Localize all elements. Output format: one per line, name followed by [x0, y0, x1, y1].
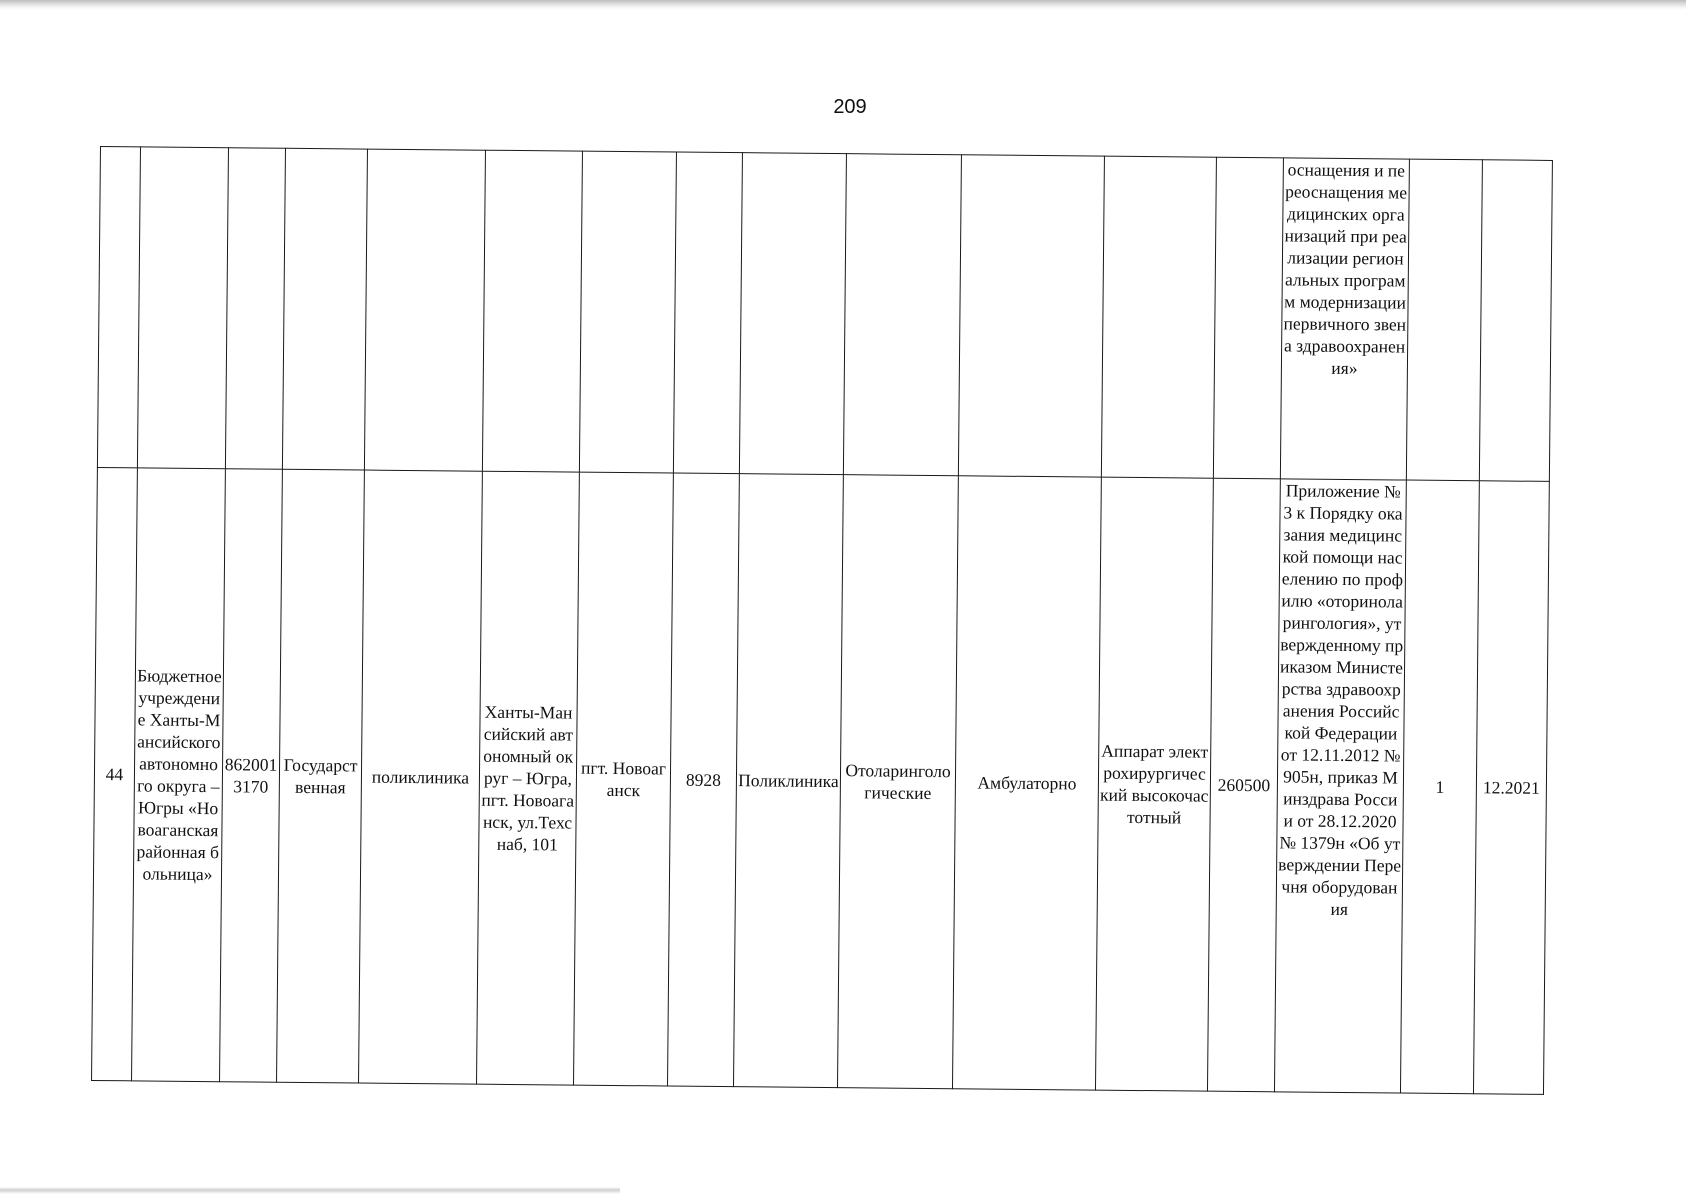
cell-legal-basis: оснащения и переоснащения медицинских организаций при реализации региональных программ модернизации первичного звена здравоохранения»	[1280, 158, 1409, 480]
cell-code	[225, 148, 285, 470]
cell-price	[1213, 157, 1283, 479]
cell-care-conditions: Амбулаторно	[952, 476, 1101, 1090]
scan-edge-bottom	[0, 1187, 620, 1194]
cell-ownership: Государственная	[277, 469, 365, 1083]
cell-locality	[579, 151, 676, 473]
cell-equipment: Аппарат электрохирургический высокочастотный	[1095, 477, 1213, 1091]
cell-date: 12.2021	[1473, 481, 1549, 1095]
equipment-table	[91, 146, 1553, 1095]
cell-equipment	[1101, 156, 1216, 478]
cell-population	[673, 152, 742, 474]
cell-facility-type	[364, 149, 485, 471]
table-row-continuation	[97, 147, 1552, 482]
cell-care-conditions	[958, 155, 1104, 477]
cell-unit: Поликлиника	[734, 474, 844, 1088]
table-row	[92, 467, 1550, 1094]
page-number: 209	[833, 96, 867, 118]
cell-unit	[739, 153, 846, 475]
cell-locality: пгт. Новоаганск	[574, 472, 674, 1086]
cell-quantity: 1	[1400, 480, 1479, 1094]
cell-number	[97, 147, 140, 468]
cell-profile: Отоларингологические	[837, 475, 958, 1089]
cell-price: 260500	[1207, 478, 1280, 1092]
cell-organization	[137, 147, 228, 469]
cell-organization: Бюджетное учреждение Ханты-Мансийского автономного округа – Югры «Новоаганская районная больница»	[132, 468, 226, 1082]
scan-edge-top	[0, 0, 1686, 10]
cell-code: 8620013170	[220, 469, 283, 1083]
cell-facility-type: поликлиника	[359, 470, 483, 1084]
cell-legal-basis: Приложение № 3 к Порядку оказания медицинской помощи населению по профилю «оториноларингология», утвержденному приказом Министерства здравоохранения Российской Федерации от 12.11.2012 № 905н, приказ Минздрава России от 28.12.2020 № 1379н «Об утверждении Перечня оборудования	[1274, 479, 1406, 1093]
cell-number: 44	[92, 467, 138, 1080]
cell-quantity	[1406, 159, 1482, 481]
cell-population: 8928	[668, 473, 740, 1087]
cell-date	[1479, 160, 1552, 482]
cell-ownership	[282, 148, 367, 470]
cell-profile	[843, 154, 961, 476]
cell-address: Ханты-Мансийский автономный округ – Югра, пгт. Новоаганск, ул.Техснаб, 101	[477, 471, 580, 1085]
cell-address	[482, 150, 582, 472]
